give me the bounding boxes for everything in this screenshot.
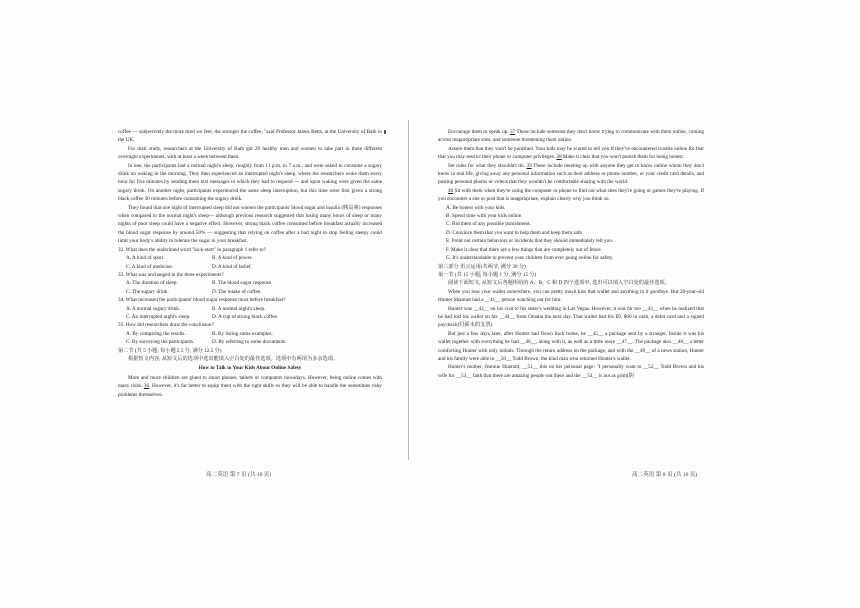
passage-paragraph bbox=[438, 145, 704, 162]
passage-paragraph bbox=[438, 187, 704, 204]
option-a: A. A normal sugary drink. bbox=[126, 305, 181, 312]
passage-paragraph: In one, the participants had a normal night's sleep, roughly from 11 p.m. to 7 a.m., and were asked to consume a sugary drink on waking in the morning. They then experienced an interrupted night's sleep, where the researchers woke them every hour for five minutes by sending them text messages to which they had to respond — and upon waking were given the same sugary drink. On another night, participants experienced the same sleep interruption, but this time were first given a strong black coffee 30 minutes before consuming the sugary drink. bbox=[118, 162, 382, 203]
passage-paragraph bbox=[438, 128, 704, 145]
blank-40: 40 bbox=[448, 187, 454, 194]
option-b: B. By listing some examples. bbox=[212, 330, 273, 337]
question-33 bbox=[118, 271, 382, 296]
option-d: D. Convince them that you want to help them and keep them safe. bbox=[446, 229, 584, 236]
scan-mark bbox=[384, 130, 386, 134]
section-heading: 第一节 (共 15 小题; 每小题 1 分, 满分 15 分) bbox=[438, 271, 537, 278]
page-footer: 高二英语 第 7 页 (共 10 页) bbox=[206, 472, 272, 478]
question-34 bbox=[118, 296, 382, 321]
option-g: G. It's understandable to prevent your children from ever going online for safety. bbox=[446, 255, 614, 262]
right-page bbox=[438, 128, 704, 458]
option-c: C. A kind of medicine. bbox=[126, 263, 173, 270]
cloze-paragraph: But just a few days later, after Hunter had flown back home, he __45__ a package sent by a stranger. Inside it was his wallet together with everything he had __46__, along with it, as well as a little more __47__. The package also __48__ a letter comforting Hunter with only initials. Through the return address on the package, and with the __49__ of a news station, Hunter and his family were able to __50__ Todd Brown, the kind man who returned Hunter's wallet. bbox=[438, 330, 704, 362]
passage-paragraph: They found that one night of interrupted sleep did not worsen the participants' blood sugar and insulin (胰岛素) responses when compared to the normal night's sleep— although previous research suggested that losing many hours of sleep or many nights of poor sleep could have a negative effect. However, strong black coffee consumed before breakfast actually increased the blood sugar response by around 50% — suggesting that relying on coffee after a bad night to stop feeling sleepy could limit your body's ability to tolerate the sugar in your breakfast. bbox=[118, 204, 382, 245]
text-segment: Make it clear that you won't punish them for being honest. bbox=[562, 154, 685, 161]
question-stem: 34. What increased the participants' blood sugar response most before breakfast? bbox=[118, 297, 286, 304]
option-d: D. A kind of belief. bbox=[212, 263, 253, 270]
section-heading: 第二节 (共 5 小题; 每小题 2.5 分, 满分 12.5 分) bbox=[118, 347, 222, 354]
option-d: D. By referring to some documents. bbox=[212, 339, 287, 346]
option-row bbox=[126, 279, 382, 287]
option-a: A. The duration of sleep. bbox=[126, 280, 178, 287]
option-d: D. The intake of coffee. bbox=[212, 288, 262, 295]
page-footer: 高二英语 第 8 页 (共 10 页) bbox=[632, 472, 698, 478]
option-row bbox=[126, 330, 382, 338]
question-32 bbox=[118, 246, 382, 271]
passage-paragraph: For their study, researchers at the University of Bath got 29 healthy men and women to take part in three different overnight experiments, with at least a week between them. bbox=[118, 145, 382, 161]
option-e: E. Point out certain behaviors or incidents that they should immediately tell you. bbox=[446, 238, 614, 245]
text-segment: These include someone they don't know trying to communicate with them online, coming across inappropriate sites, and someone threatening them online. bbox=[438, 129, 704, 144]
text-segment: Assure them that they won't be punished. Your kids may be scared to tell you if they've encountered trouble online for fear that you may restrict their phone or computer privileges. bbox=[438, 145, 704, 161]
text-segment: Set rules for what they shouldn't do. bbox=[448, 162, 525, 169]
option-c: C. Rid them of any possible punishment. bbox=[446, 221, 531, 228]
text-segment: However, it's far better to equip them with the right skills so they will be able to handle the sometimes risky problems themselves. bbox=[118, 383, 382, 398]
option-row bbox=[126, 305, 382, 313]
section-instruction: 根据短文内容, 从短文后的选项中选出能填入空白处的最佳选项。选项中有两项为多余选项。 bbox=[128, 355, 339, 362]
text-segment: These include meeting up with anyone they get to know online whom they don't know in real life, giving away any personal information such as their address or phone number, or your credit card details, and posting personal photos or videos that they wouldn't be comfortable sharing with the world. bbox=[438, 162, 704, 186]
option-b: B. A kind of power. bbox=[212, 255, 253, 262]
option-a: A. A kind of sport. bbox=[126, 255, 165, 262]
passage-paragraph: coffee — subjectively the more tired we feel, the stronger the coffee, "said Professor James Betts, at the University of Bath in the UK. bbox=[118, 129, 382, 144]
option-row bbox=[126, 254, 382, 262]
option-row bbox=[126, 313, 382, 321]
option-row bbox=[126, 288, 382, 296]
option-f: F. Make it clear that there are a few things that are completely out of fence. bbox=[446, 246, 602, 253]
blank-38: 38 bbox=[556, 154, 562, 161]
option-c: C. An interrupted night's sleep. bbox=[126, 313, 191, 320]
blank-39: 39 bbox=[526, 162, 532, 169]
option-b: B. Spend time with your kids online. bbox=[446, 213, 523, 220]
text-segment: More and more children are glued to smart phones, tablets or computers nowadays. However, being online comes with many risks. bbox=[118, 374, 382, 390]
question-35 bbox=[118, 321, 382, 346]
part-heading: 第三部分 语言运用(共两节, 满分 30 分) bbox=[438, 263, 526, 270]
section-instruction: 阅读下面短文, 从短文后各题所给的 A、B、C 和 D 四个选项中, 选出可以填入空白处的最佳选项。 bbox=[448, 280, 670, 287]
passage-title: How to Talk to Your Kids About Online Safety bbox=[198, 365, 302, 372]
left-page bbox=[118, 128, 382, 458]
blank-37: 37 bbox=[509, 129, 516, 135]
passage-paragraph bbox=[438, 162, 704, 187]
question-stem: 32. What does the underlined word "kick-start" in paragraph 1 refer to? bbox=[118, 246, 266, 253]
question-stem: 35. How did researchers draw the conclusion? bbox=[118, 322, 214, 329]
question-stem: 33. What was unchanged in the three experiments? bbox=[118, 271, 224, 278]
option-b: B. The blood sugar response. bbox=[212, 280, 273, 287]
option-a: A. By comparing the results. bbox=[126, 330, 186, 337]
option-c: C. By surveying the participants. bbox=[126, 339, 195, 346]
option-b: B. A normal night's sleep. bbox=[212, 305, 266, 312]
text-segment: Sit with them when they're using the computer or phone to find out what sites they're going or games they're playing. If you encounter a site or post that is inappropriate, explain clearly why you think so. bbox=[438, 187, 704, 203]
text-segment: Encourage them to speak up. bbox=[448, 129, 509, 135]
option-a: A. Be honest with your kids. bbox=[446, 204, 506, 211]
option-row bbox=[126, 338, 382, 346]
blank-36: 36 bbox=[143, 383, 150, 390]
cloze-paragraph: Hunter's mother, Jeannie Shamutt, __51__ this on her personal page: "I personally want to __52__ Todd Brown and his wife for __53__ faith that there are amazing people out there and the __54__ is not as grim(阴 bbox=[438, 364, 704, 379]
cloze-paragraph: Hunter was __42__ on his visit to his sister's wedding in Las Vegas. However, it was far too __43__ when he realized that he had lost his wallet on his __44__ from Omaha the next day. That wallet had his ID, $60 in cash, a debit card and a signed paycheck(付薪水的支票). bbox=[438, 305, 704, 329]
options-list bbox=[438, 204, 704, 263]
option-row bbox=[126, 263, 382, 271]
page-divider bbox=[408, 120, 409, 460]
option-d: D. A cup of strong black coffee. bbox=[212, 313, 279, 320]
passage-paragraph: More and more children are glued to smart phones, tablets or computers nowadays. However, being online comes with many risks. 36. However, it's far better to equip them with the right skills so they will be able to handle the sometimes risky problems themselves. bbox=[118, 374, 382, 398]
option-c: C. The sugary drink. bbox=[126, 288, 169, 295]
cloze-paragraph: When you lose your wallet somewhere, you can pretty much kiss that wallet and anything in it goodbye. But 20-year-old Hunter Shamutt had a __41__ person watching out for him. bbox=[438, 288, 704, 304]
